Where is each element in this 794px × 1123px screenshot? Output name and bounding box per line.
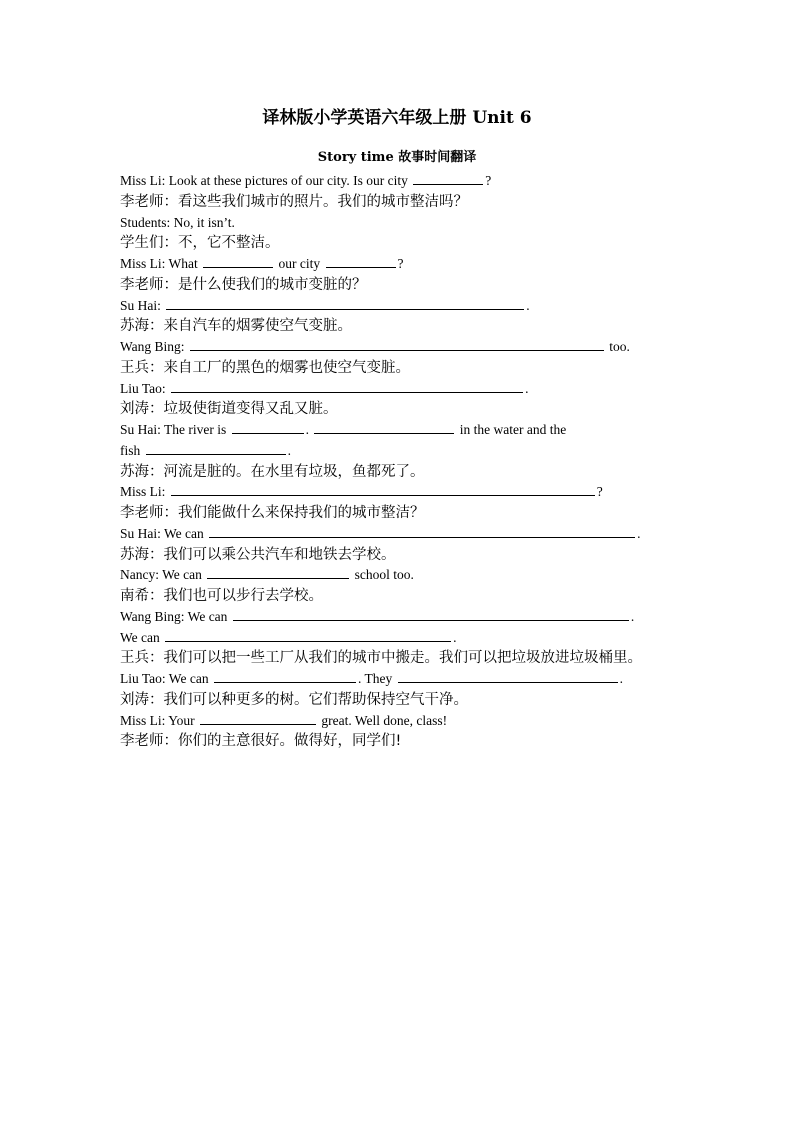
dialogue-line-13: [120, 420, 680, 441]
line-text: Miss Li: What: [120, 256, 198, 271]
line-text: . They: [357, 671, 393, 686]
line-text: Miss Li: Look at these pictures of our city. Is our city: [120, 173, 408, 188]
line-text: in the water and the: [459, 422, 567, 437]
line-text: .: [287, 442, 291, 458]
line-text: .: [619, 671, 623, 686]
line-text: ?: [485, 173, 492, 188]
translation-line-19: 苏海：我们可以乘公共汽车和地铁去学校。: [120, 546, 396, 563]
translation-line-8: 苏海：来自汽车的烟雾使空气变脏。: [120, 318, 352, 335]
translation-line-4: 学生们：不，它不整洁。: [120, 235, 280, 252]
line-text: Wang Bing:: [120, 339, 185, 354]
line-text: .: [526, 297, 530, 313]
dialogue-line-7: [120, 296, 680, 317]
fill-blank[interactable]: [200, 712, 316, 725]
line-text: our city: [278, 256, 321, 271]
fill-blank[interactable]: [214, 670, 356, 683]
fill-blank[interactable]: [233, 608, 629, 621]
fill-blank[interactable]: [165, 629, 451, 642]
fill-blank[interactable]: [326, 255, 396, 268]
line-text: Liu Tao:: [120, 380, 166, 396]
dialogue-line-18: [120, 524, 680, 545]
dialogue-line-22: [120, 607, 680, 628]
fill-blank[interactable]: [171, 483, 595, 496]
dialogue-line-11: [120, 379, 680, 400]
line-text: .: [525, 380, 529, 396]
line-text: We can: [120, 629, 160, 645]
fill-blank[interactable]: [190, 338, 604, 351]
translation-line-15: 苏海：河流是脏的。在水里有垃圾，鱼都死了。: [120, 463, 425, 480]
fill-blank[interactable]: [166, 297, 524, 310]
dialogue-line-20: [120, 565, 680, 586]
translation-line-2: 李老师：看这些我们城市的照片。我们的城市整洁吗？: [120, 193, 468, 210]
line-text: .: [637, 525, 641, 541]
line-text: Su Hai: The river is: [120, 422, 227, 437]
dialogue-line-25: [120, 669, 680, 690]
line-text: Nancy: We can: [120, 567, 202, 583]
line-text: Miss Li: Your: [120, 712, 195, 728]
fill-blank[interactable]: [171, 380, 523, 393]
line-text: .: [630, 608, 635, 624]
line-text: Su Hai:: [120, 297, 161, 313]
fill-blank[interactable]: [209, 525, 635, 538]
translation-line-24: 王兵：我们可以把一些工厂从我们的城市中搬走。我们可以把垃圾放进垃圾桶里。: [120, 650, 642, 667]
dialogue-line-5: [120, 254, 680, 275]
document-subtitle: Story time 故事时间翻译: [317, 150, 477, 165]
translation-line-12: 刘涛：垃圾使街道变得又乱又脏。: [120, 401, 338, 418]
translation-line-10: 王兵：来自工厂的黑色的烟雾也使空气变脏。: [120, 359, 410, 376]
translation-line-17: 李老师：我们能做什么来保持我们的城市整洁？: [120, 505, 425, 521]
fill-blank[interactable]: [398, 670, 618, 683]
dialogue-line-1: [120, 171, 680, 192]
fill-blank[interactable]: [413, 172, 483, 185]
dialogue-line-23: [120, 628, 680, 649]
translation-line-21: 南希：我们也可以步行去学校。: [120, 588, 323, 604]
line-text: great. Well done, class!: [321, 712, 448, 728]
fill-blank[interactable]: [232, 421, 304, 434]
translation-line-26: 刘涛：我们可以种更多的树。它们帮助保持空气干净。: [120, 691, 468, 708]
dialogue-body: [120, 171, 680, 752]
line-text: too.: [609, 339, 630, 354]
translation-line-28: 李老师：你们的主意很好。做得好，同学们!: [120, 733, 402, 750]
fill-blank[interactable]: [203, 255, 273, 268]
document-title: 译林版小学英语六年级上册 Unit 6: [262, 108, 532, 128]
line-text: .: [305, 422, 309, 437]
dialogue-line-16: [120, 482, 680, 503]
dialogue-line-9: [120, 337, 680, 358]
line-text: Miss Li:: [120, 484, 166, 500]
translation-line-6: 李老师：是什么使我们的城市变脏的？: [120, 276, 367, 293]
line-text: school too.: [354, 567, 414, 583]
line-text: .: [453, 629, 457, 645]
line-text: ?: [397, 256, 404, 271]
fill-blank[interactable]: [146, 442, 286, 455]
fill-blank[interactable]: [207, 566, 349, 579]
dialogue-line-14: [120, 441, 680, 462]
fill-blank[interactable]: [314, 421, 454, 434]
line-text: ?: [596, 484, 603, 500]
dialogue-line-27: [120, 711, 680, 732]
line-text: Wang Bing: We can: [120, 608, 228, 624]
line-text: fish: [120, 442, 141, 458]
line-text: Su Hai: We can: [120, 525, 204, 541]
dialogue-line-3: Students: No, it isn’t.: [120, 214, 235, 230]
line-text: Liu Tao: We can: [120, 671, 209, 686]
